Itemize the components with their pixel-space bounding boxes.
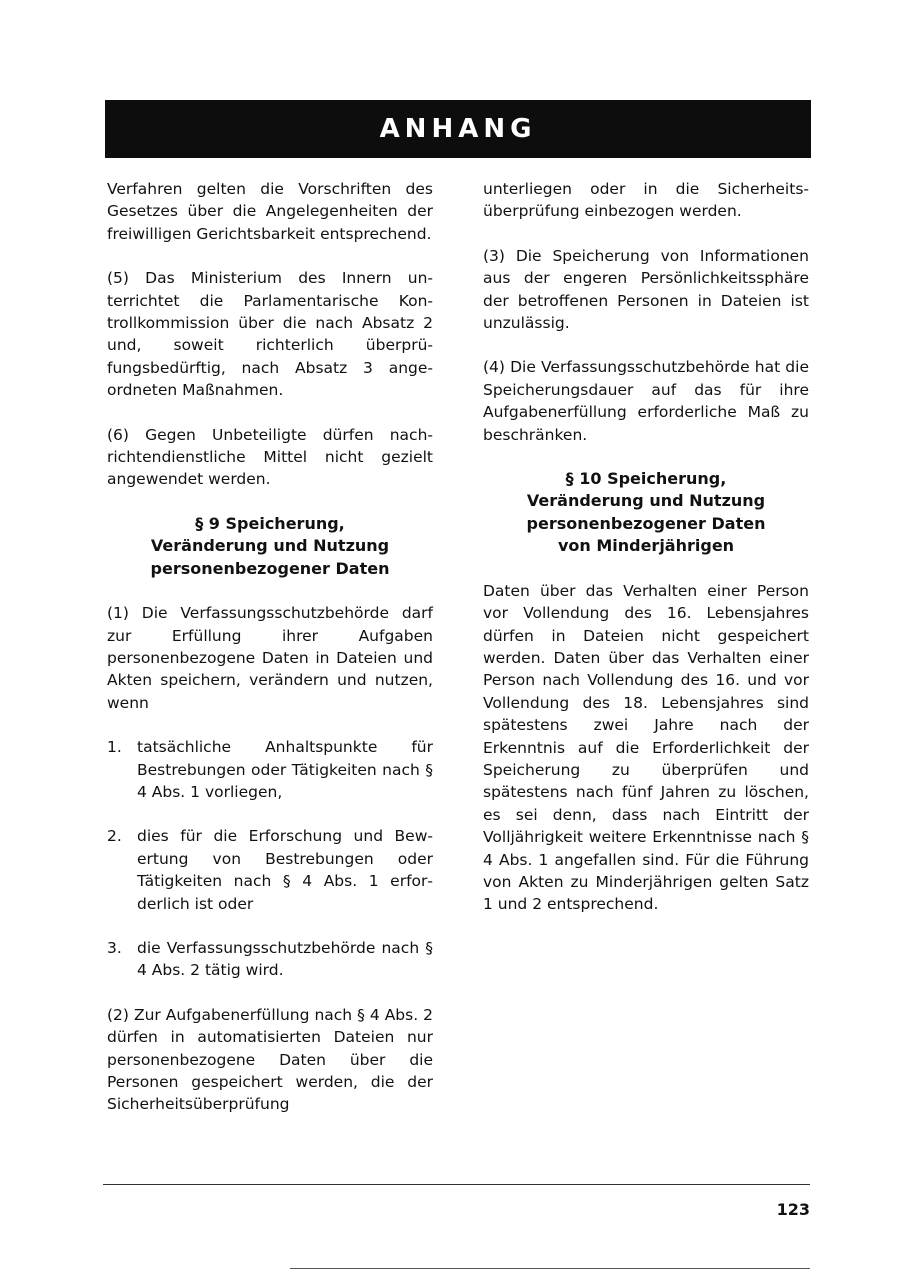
section-10-heading (483, 468, 809, 558)
paragraph-continuation: Verfahren gelten die Vorschriften des Gesetzes über die Angelegenheiten der freiwilligen Gerichtsbarkeit entsprechend. (107, 180, 433, 243)
list-item-number: 2. (107, 827, 122, 846)
section-9-paragraph-2: (2) Zur Aufgabenerfüllung nach § 4 Abs. 2 dürfen in automatisierten Dateien nur personenbezogene Daten über die Personen gespeichert werden, die der Sicherheitsüberprüfung (107, 1005, 433, 1114)
section-10-heading-line: Veränderung und Nutzung (526, 491, 766, 511)
right-column (483, 178, 809, 938)
list-item-text: dies für die Erforschung und Bewertung von Bestrebungen oder Tätigkeiten nach § 4 Abs. 1 erforderlich ist oder (137, 827, 433, 913)
page-header-title: ANHANG (379, 114, 537, 144)
section-9-paragraph-1: (1) Die Verfassungsschutzbehörde darf zur Erfüllung ihrer Aufgaben personenbezogene Daten in Dateien und Akten speichern, verändern und nutzen, wenn (107, 604, 433, 712)
section-10-paragraph: Daten über das Verhalten einer Person vor Vollendung des 16. Lebensjahres dürfen in Dateien nicht gespeichert werden. Daten über das Verhalten einer Person nach Vollendung des 16. und vor Vollendung des 18. Lebensjahres sind spätestens zwei Jahre nach der Erkenntnis auf die Erforderlichkeit der Speicherung zu überprüfen und spätestens nach fünf Jahren zu löschen, es sei denn, dass nach Eintritt der Volljährigkeit weitere Erkenntnisse nach § 4 Abs. 1 angefallen sind. Für die Führung von Akten zu Minderjährigen gelten Satz 1 und 2 entsprechend. (483, 581, 809, 914)
list-item-number: 3. (107, 938, 122, 957)
section-9-paragraph-4: (4) Die Verfassungsschutzbehörde hat die Speicherungsdauer auf das für ihre Aufgabenerfüllung erforderliche Maß zu beschränken. (483, 358, 809, 444)
section-10-heading-line: personenbezogener Daten (526, 513, 766, 533)
list-item-number: 1. (107, 738, 122, 757)
section-10-heading-line: von Minderjährigen (557, 536, 735, 556)
paragraph-6: (6) Gegen Unbeteiligte dürfen nachrichtendienstliche Mittel nicht gezielt angewendet werden. (107, 425, 433, 489)
section-9-paragraph-3: (3) Die Speicherung von Informationen aus der engeren Persönlichkeitssphäre der betroffenen Personen in Dateien ist unzulässig. (483, 246, 809, 333)
list-item-text: tatsächliche Anhaltspunkte für Bestrebungen oder Tätigkeiten nach § 4 Abs. 1 vorliegen, (137, 738, 433, 801)
list-item (107, 937, 433, 982)
footer-divider (103, 1184, 810, 1185)
list-item (107, 736, 433, 803)
section-9-heading-line: personenbezogener Daten (150, 558, 390, 578)
section-9-heading (107, 513, 433, 580)
section-10-heading-line: § 10 Speicherung, (565, 469, 727, 489)
left-column (107, 178, 433, 1138)
list-item-text: die Verfassungsschutzbehörde nach § 4 Abs. 2 tätig wird. (137, 938, 433, 980)
section-9-condition-list (107, 736, 433, 982)
page-number: 123 (776, 1200, 810, 1219)
section-9-heading-line: Veränderung und Nutzung (150, 536, 390, 556)
bottom-edge-line (290, 1268, 810, 1269)
list-item (107, 825, 433, 915)
paragraph-5: (5) Das Ministerium des Innern unterrichtet die Parlamentarische Kontrollkommission über die nach Absatz 2 und, soweit richterlich überprüfungsbedürftig, nach Absatz 3 angeordneten Maßnahmen. (107, 269, 433, 400)
page-header-banner (105, 100, 811, 158)
section-9-heading-line: § 9 Speicherung, (195, 513, 345, 533)
paragraph-continuation: unterliegen oder in die Sicherheitsüberprüfung einbezogen werden. (483, 180, 809, 221)
